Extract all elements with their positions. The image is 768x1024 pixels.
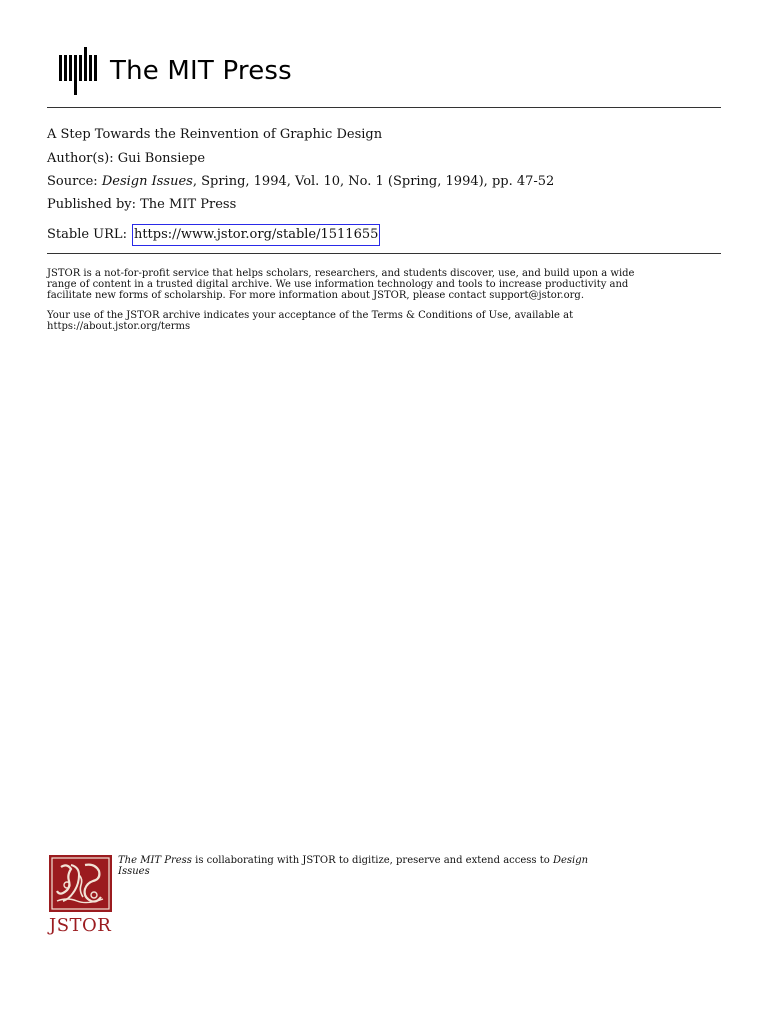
notice-line: range of content in a trusted digital archive. We use information technology and tools to increase productivity and	[47, 279, 629, 290]
jstor-footer	[49, 855, 689, 939]
footer-middle: is collaborating with JSTOR to digitize, preserve and extend access to	[191, 855, 553, 866]
source-label: Source:	[47, 174, 98, 189]
stable-url-label: Stable URL:	[47, 227, 127, 242]
footer-journal-1: Design	[552, 855, 589, 866]
published-by-line	[47, 197, 236, 213]
middle-divider	[47, 253, 721, 254]
stable-url-line	[47, 224, 380, 246]
notice-line: JSTOR is a not-for-profit service that helps scholars, researchers, and students discover, use, and build upon a wide	[47, 268, 635, 279]
jstor-seal-icon	[49, 855, 112, 912]
collaboration-statement	[118, 855, 678, 877]
source-journal: Design Issues	[101, 174, 193, 189]
mit-press-bars-icon	[58, 47, 100, 95]
mit-press-logo	[58, 47, 292, 95]
article-title: A Step Towards the Reinvention of Graphic Design	[47, 127, 383, 142]
jstor-about-notice	[47, 268, 723, 301]
notice-line: facilitate new forms of scholarship. For more information about JSTOR, please contact support@jstor.org.	[47, 290, 584, 301]
top-divider	[47, 107, 721, 108]
published-by-label: Published by:	[47, 197, 136, 212]
footer-publisher: The MIT Press	[118, 855, 192, 866]
source-details: , Spring, 1994, Vol. 10, No. 1 (Spring, 1994), pp. 47-52	[192, 174, 555, 189]
mit-press-logo-text: The MIT Press	[110, 56, 292, 86]
terms-notice	[47, 310, 723, 332]
authors-label: Author(s):	[47, 151, 114, 166]
source-line	[47, 174, 554, 190]
authors-line	[47, 151, 205, 167]
published-by-value: The MIT Press	[140, 197, 237, 212]
terms-url[interactable]: https://about.jstor.org/terms	[47, 321, 191, 332]
jstor-wordmark: JSTOR	[49, 915, 112, 936]
jstor-logo	[49, 855, 115, 939]
stable-url-link[interactable]: https://www.jstor.org/stable/1511655	[132, 224, 380, 246]
notice-line: Your use of the JSTOR archive indicates your acceptance of the Terms & Conditions of Use, available at	[47, 310, 574, 321]
footer-journal-2: Issues	[118, 866, 150, 877]
authors-value: Gui Bonsiepe	[117, 151, 206, 166]
